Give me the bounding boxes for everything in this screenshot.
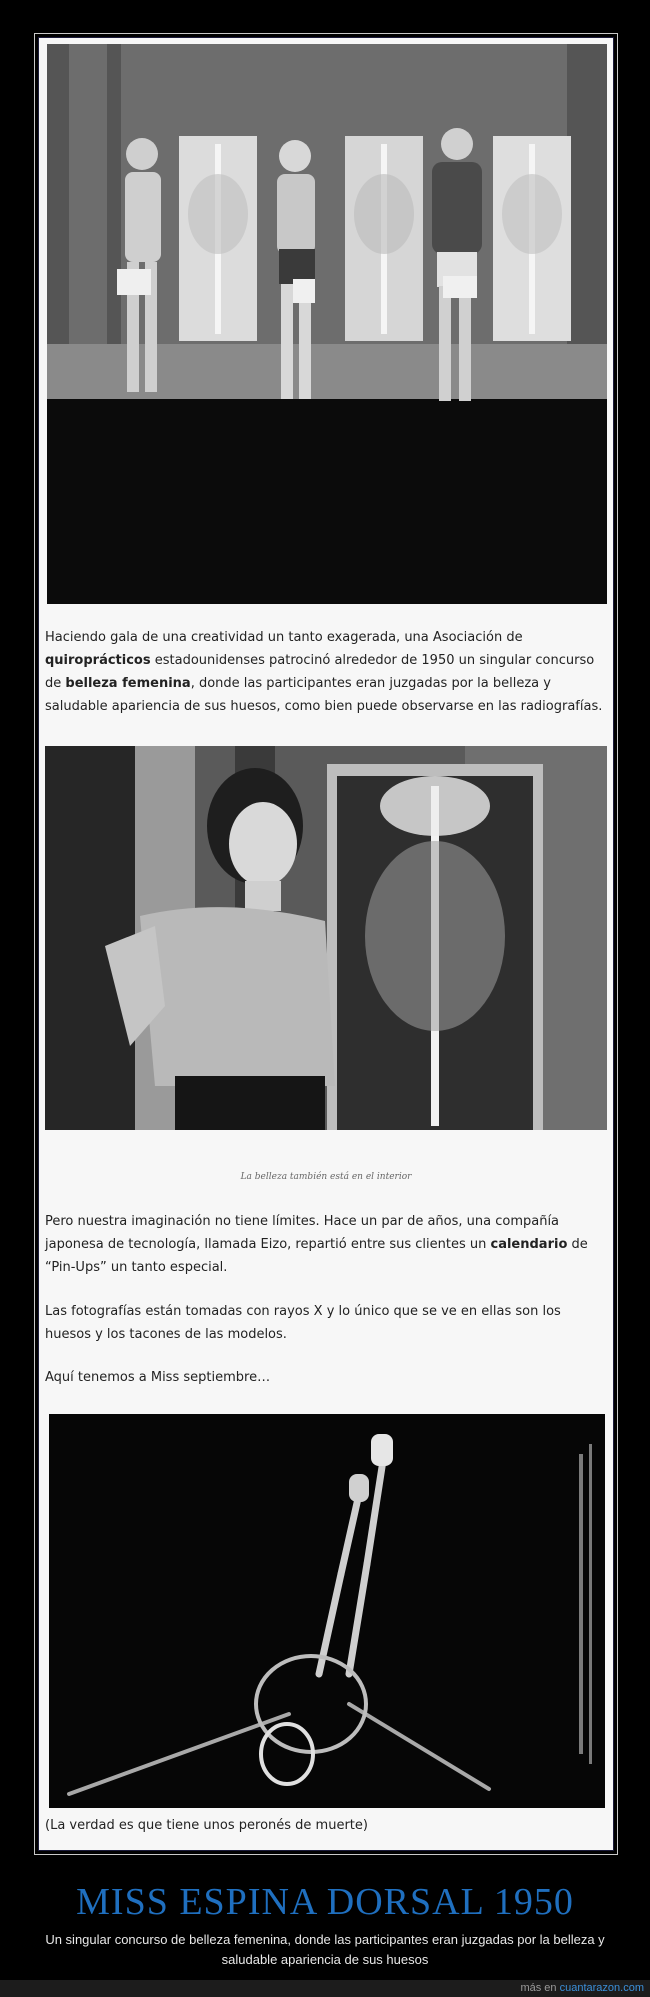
post-panel xyxy=(38,37,614,1851)
calendar-bold: calendario xyxy=(490,1237,568,1252)
closing-paragraph: (La verdad es que tiene unos peronés de muerte) xyxy=(45,1818,368,1833)
footer-prefix: más en xyxy=(520,1982,557,1994)
calendar-text-2: de “Pin-Ups” un tanto especial. xyxy=(45,1237,588,1275)
xray-paragraph: Las fotografías están tomadas con rayos X y lo único que se ve en ellas son los huesos y los tacones de las modelos. xyxy=(45,1304,561,1342)
portrait-photo-illustration xyxy=(45,746,607,1130)
intro-text-1: Haciendo gala de una creatividad un tanto exagerada, una Asociación de xyxy=(45,630,523,645)
intro-paragraph xyxy=(45,626,605,718)
site-link[interactable]: cuantarazon.com xyxy=(559,1982,644,1994)
intro-text-3: , donde las participantes eran juzgadas por la belleza y saludable apariencia de sus huesos, como bien puede observarse en las radiografías. xyxy=(45,676,603,714)
calendar-text-1: Pero nuestra imaginación no tiene límites. Hace un par de años, una compañía japonesa de tecnología, llamada Eizo, repartió entre sus clientes un xyxy=(45,1214,560,1252)
post-title: MISS ESPINA DORSAL 1950 xyxy=(76,1881,574,1923)
photo-caption: La belleza también está en el interior xyxy=(240,1172,412,1182)
xray-pinup-illustration xyxy=(49,1414,605,1808)
intro-bold-2: belleza femenina xyxy=(65,676,191,691)
intro-bold-1: quiroprácticos xyxy=(45,653,151,668)
contest-photo xyxy=(47,44,607,604)
site-footer xyxy=(0,1980,650,1997)
miss-september-paragraph: Aquí tenemos a Miss septiembre… xyxy=(45,1370,271,1385)
intro-text-2: estadounidenses patrocinó alrededor de 1950 un singular concurso de xyxy=(45,653,595,691)
post-subtitle: Un singular concurso de belleza femenina, donde las participantes eran juzgadas por la belleza y saludable apariencia de sus huesos xyxy=(45,1932,605,1967)
xray-pinup-photo xyxy=(49,1414,605,1808)
contest-photo-illustration xyxy=(47,44,607,604)
calendar-paragraph xyxy=(45,1210,605,1279)
portrait-photo xyxy=(45,746,607,1130)
